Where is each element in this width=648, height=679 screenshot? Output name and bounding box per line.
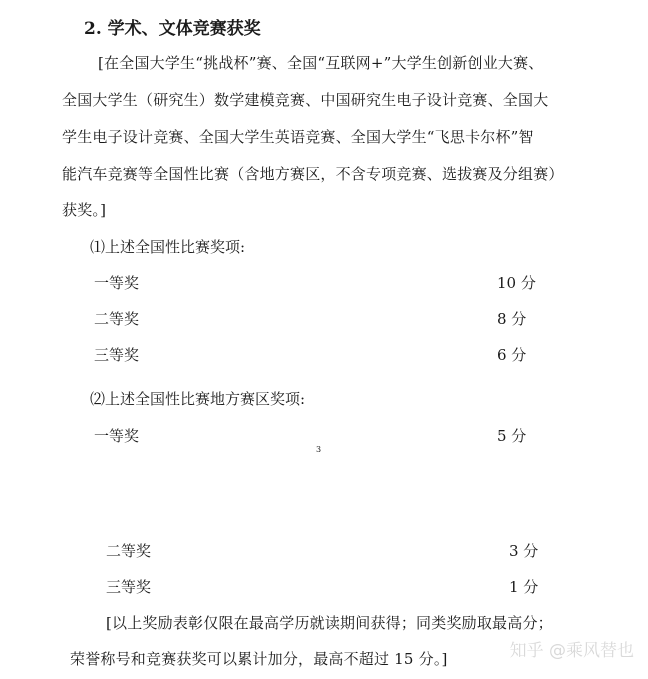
section1-row-points: 10 分	[497, 274, 536, 292]
section2-row-points: 1 分	[509, 578, 539, 596]
note-line-2: 荣誉称号和竞赛获奖可以累计加分，最高不超过 15 分。]	[70, 650, 448, 668]
intro-line-4: 能汽车竞赛等全国性比赛（含地方赛区，不含专项竞赛、选拔赛及分组赛）	[62, 165, 564, 183]
intro-line-2: 全国大学生（研究生）数学建模竞赛、中国研究生电子设计竞赛、全国大	[62, 91, 549, 109]
section-heading: 2. 学术、文体竞赛获奖	[84, 19, 261, 39]
page-number: 3	[316, 445, 322, 454]
section2-row-label: 一等奖	[94, 427, 140, 445]
section2-title: ⑵上述全国性比赛地方赛区奖项:	[90, 390, 306, 408]
section2-row-label: 三等奖	[106, 578, 152, 596]
section1-title: ⑴上述全国性比赛奖项:	[90, 238, 246, 256]
section2-row-label: 二等奖	[106, 542, 152, 560]
section1-row-label: 一等奖	[94, 274, 140, 292]
note-line-1: [以上奖励表彰仅限在最高学历就读期间获得；同类奖励取最高分；	[106, 614, 553, 632]
intro-line-5: 获奖。]	[62, 201, 107, 219]
intro-line-3: 学生电子设计竞赛、全国大学生英语竞赛、全国大学生“飞思卡尔杯”智	[62, 128, 534, 146]
intro-line-1: [在全国大学生“挑战杯”赛、全国“互联网+”大学生创新创业大赛、	[98, 54, 544, 72]
section2-row-points: 3 分	[509, 542, 539, 560]
section1-row-label: 二等奖	[94, 310, 140, 328]
section1-row-points: 6 分	[497, 346, 527, 364]
section2-row-points: 5 分	[497, 427, 527, 445]
watermark: 知乎 @乘风替也	[509, 641, 634, 661]
section1-row-label: 三等奖	[94, 346, 140, 364]
section1-row-points: 8 分	[497, 310, 527, 328]
